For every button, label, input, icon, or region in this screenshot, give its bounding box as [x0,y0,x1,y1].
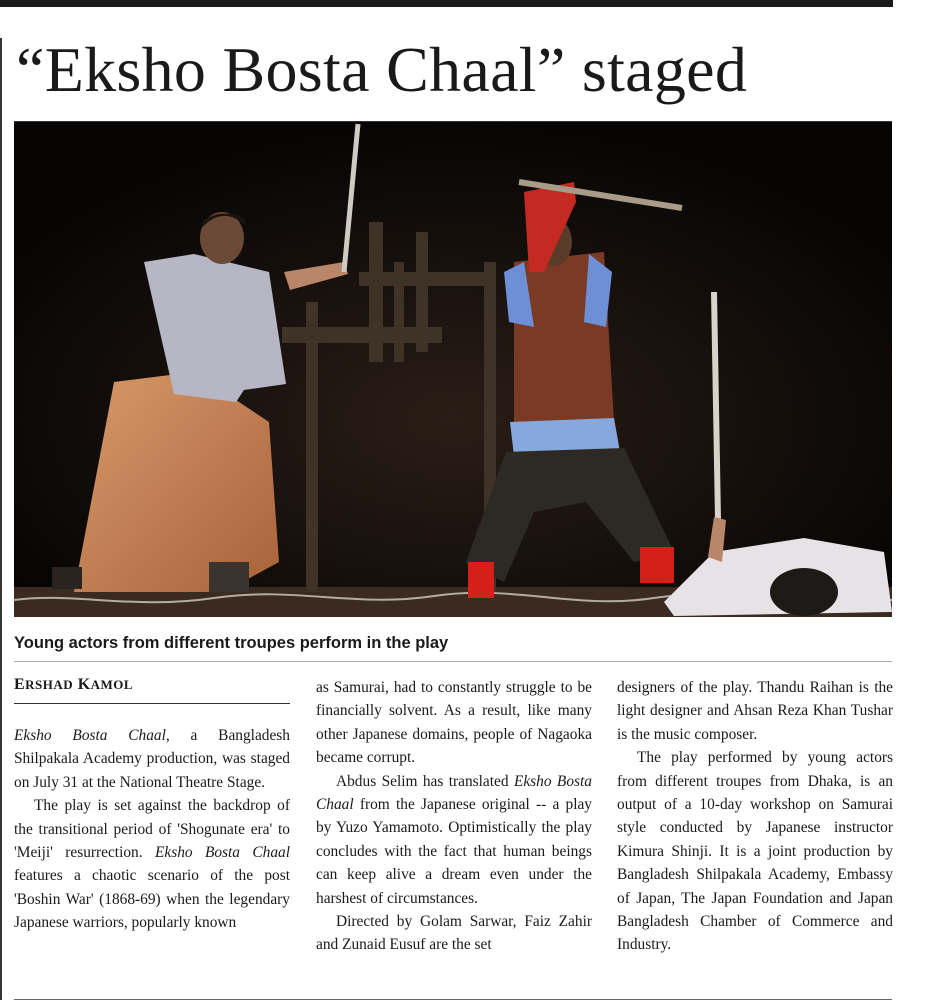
paragraph-text: Abdus Selim has translated [336,772,514,790]
caption-divider [14,661,892,662]
byline-first-initial: E [14,676,26,693]
photo-caption: Young actors from different troupes perform in the play [14,634,449,652]
paragraph-text: from the Japanese original -- a play by Yuzo Yamamoto. Optimistically the play concludes with the fact that human beings can keep alive a dream even under the harshest of circumstances. [316,796,592,907]
left-rule [0,38,2,1000]
play-title: Eksho Bosta Chaal [154,844,290,862]
article-column-2 [316,676,592,957]
article-photo [14,121,892,617]
play-title: Eksho Bosta Chaal [14,727,166,744]
play-title: Eksho Bosta Chaal [316,772,592,814]
byline-first-rest: RSHAD [25,677,74,692]
paragraph: as Samurai, had to constantly struggle to be financially solvent. As a result, like many other Japanese domains, people of Nagaoka became corrupt. [316,679,592,767]
paragraph-text: The play is set against the backdrop of the transitional period of 'Shogunate era' to 'Meiji' resurrection. [14,797,290,862]
paragraph: designers of the play. Thandu Raihan is the light designer and Ahsan Reza Khan Tushar is the music composer. [617,679,893,743]
paragraph: Directed by Golam Sarwar, Faiz Zahir and Zunaid Eusuf are the set [316,913,592,954]
byline-last-initial: K [77,676,91,693]
paragraph-text: features a chaotic scenario of the post 'Boshin War' (1868-69) when the legendary Japanese warriors, popularly known [14,867,290,932]
bottom-rule [14,999,892,1000]
article-column-3 [617,676,893,957]
paragraph [14,724,290,794]
paragraph: The play performed by young actors from different troupes from Dhaka, is an output of a 10-day workshop on Samurai style conducted by Japanese instructor Kimura Shinji. It is a joint production by Bangladesh Shilpakala Academy, Embassy of Japan, The Japan Foundation and Japan Bangladesh Chamber of Commerce and Industry. [617,749,893,954]
photo-scene [14,122,892,617]
byline-last-rest: AMOL [90,677,134,692]
top-rule [0,0,893,7]
headline: “Eksho Bosta Chaal” staged [16,34,748,105]
byline-divider [14,703,290,704]
paragraph [316,770,592,910]
paragraph-text: , a Bangladesh Shilpakala Academy production, was staged on July 31 at the National Theatre Stage. [14,727,290,791]
byline [14,676,133,694]
paragraph [14,794,290,934]
article-column-1 [14,724,290,935]
